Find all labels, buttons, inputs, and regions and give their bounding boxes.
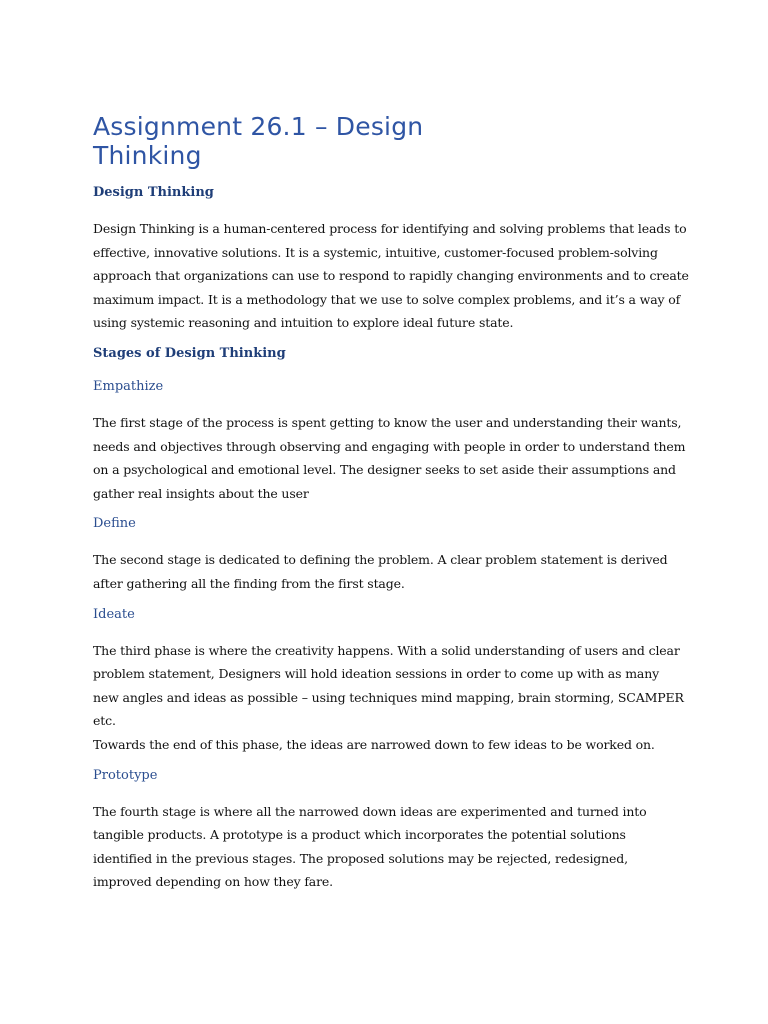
text-line: on a psychological and emotional level. The designer seeks to set aside their assumptions and <box>93 462 676 478</box>
text-line: improved depending on how they fare. <box>93 874 333 890</box>
text-line: The fourth stage is where all the narrowed down ideas are experimented and turned into <box>93 803 647 819</box>
text-line: identified in the previous stages. The proposed solutions may be rejected, redesigned, <box>93 850 628 866</box>
text-line: problem statement, Designers will hold ideation sessions in order to come up with as many <box>93 666 660 682</box>
paragraph-define <box>93 548 683 595</box>
paragraph-empathize <box>93 411 686 505</box>
text-line: The second stage is dedicated to defining the problem. A clear problem statement is derived <box>93 552 668 568</box>
heading-empathize: Empathize <box>93 378 164 394</box>
text-line: Towards the end of this phase, the ideas are narrowed down to few ideas to be worked on. <box>93 736 655 752</box>
text-line: effective, innovative solutions. It is a systemic, intuitive, customer-focused problem-solving <box>93 244 658 260</box>
text-line: gather real insights about the user <box>93 485 309 501</box>
paragraph-ideate <box>93 639 683 757</box>
document-page <box>93 112 689 904</box>
text-line: after gathering all the finding from the first stage. <box>93 575 405 591</box>
paragraph-prototype <box>93 800 683 894</box>
text-line: The first stage of the process is spent getting to know the user and understanding their wants, <box>93 414 682 430</box>
text-line: needs and objectives through observing and engaging with people in order to understand them <box>93 438 686 454</box>
title-line-1: Assignment 26.1 – Design <box>93 112 424 141</box>
heading-design-thinking: Design Thinking <box>93 185 214 200</box>
text-line: The third phase is where the creativity happens. With a solid understanding of users and clear <box>93 642 680 658</box>
text-line: etc. <box>93 713 116 729</box>
heading-prototype: Prototype <box>93 767 158 783</box>
text-line: tangible products. A prototype is a product which incorporates the potential solutions <box>93 827 626 843</box>
paragraph-design-thinking <box>93 217 689 335</box>
text-line: new angles and ideas as possible – using techniques mind mapping, brain storming, SCAMPER <box>93 689 684 705</box>
heading-ideate: Ideate <box>93 606 135 622</box>
text-line: Design Thinking is a human-centered process for identifying and solving problems that leads to <box>93 221 687 236</box>
document-title <box>93 112 683 170</box>
heading-stages: Stages of Design Thinking <box>93 345 286 361</box>
text-line: maximum impact. It is a methodology that we use to solve complex problems, and it’s a way of <box>93 291 681 307</box>
text-line: using systemic reasoning and intuition to explore ideal future state. <box>93 315 514 331</box>
title-line-2: Thinking <box>93 141 202 170</box>
heading-define: Define <box>93 516 136 532</box>
text-line: approach that organizations can use to respond to rapidly changing environments and to create <box>93 268 689 284</box>
